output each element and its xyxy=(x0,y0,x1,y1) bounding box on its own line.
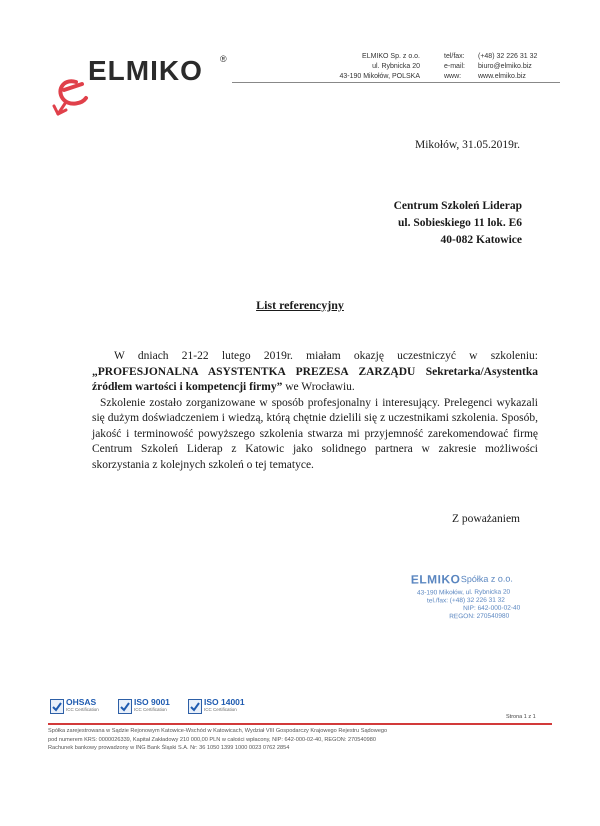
company-street: ul. Rybnicka 20 xyxy=(372,63,420,70)
footer-line-bank: Rachunek bankowy prowadzony w ING Bank Śląski S.A. Nr: 36 1050 1399 1000 0023 0762 2854 xyxy=(48,745,290,751)
check-icon xyxy=(118,699,132,714)
cert-name: ISO 14001 xyxy=(204,697,245,707)
company-city: 43-190 Mikołów, POLSKA xyxy=(339,73,420,80)
company-stamp xyxy=(407,571,540,624)
letter-body xyxy=(92,349,538,473)
paragraph-1 xyxy=(92,349,538,396)
phone-value: (+48) 32 226 31 32 xyxy=(478,53,538,60)
page-number: Strona 1 z 1 xyxy=(506,714,536,720)
contact-labels xyxy=(444,52,474,82)
recipient-street: ul. Sobieskiego 11 lok. E6 xyxy=(398,217,522,229)
cert-issuer: ICC Certification xyxy=(204,707,237,712)
www-value: www.elmiko.biz xyxy=(478,73,526,80)
phone-label: tel/fax: xyxy=(444,53,465,60)
cert-name: OHSAS xyxy=(66,697,97,707)
cert-name: ISO 9001 xyxy=(134,697,170,707)
stamp-nip: NIP: 642-000-02-40 xyxy=(463,604,521,613)
stamp-phone: tel./fax: (+48) 32 226 31 32 xyxy=(426,596,505,605)
stamp-regon: REGON: 270540980 xyxy=(449,612,510,621)
footer-legal xyxy=(48,727,552,753)
cert-ohsas xyxy=(50,697,112,717)
paragraph-1-location: we Wrocławiu. xyxy=(282,381,355,393)
cert-issuer: ICC Certification xyxy=(66,707,99,712)
svg-text:ELMIKO: ELMIKO xyxy=(88,55,203,86)
footer-line-krs: pod numerem KRS: 0000026339, Kapitał Zakładowy 210 000,00 PLN w całości wpłacony, NIP: 642-000-02-40, REGON: 270540980 xyxy=(48,736,376,743)
contact-values xyxy=(478,52,558,82)
company-name: ELMIKO Sp. z o.o. xyxy=(362,53,420,60)
recipient-city: 40-082 Katowice xyxy=(440,234,522,246)
check-icon xyxy=(188,699,202,714)
paragraph-1-intro: W dniach 21-22 lutego 2019r. miałam okazję uczestniczyć w szkoleniu: xyxy=(114,350,538,362)
recipient-name: Centrum Szkoleń Liderap xyxy=(393,200,522,212)
stamp-address: 43-190 Mikołów, ul. Rybnicka 20 xyxy=(416,588,511,597)
footer-divider xyxy=(48,723,552,725)
cert-iso-9001 xyxy=(118,697,180,717)
stamp-brand: ELMIKO xyxy=(410,572,461,587)
closing: Z poważaniem xyxy=(451,513,520,525)
company-logo xyxy=(52,48,242,122)
cert-iso-14001 xyxy=(188,697,258,717)
email-label: e-mail: xyxy=(444,63,466,70)
letter-date: Mikołów, 31.05.2019r. xyxy=(415,139,520,151)
recipient-address xyxy=(394,198,522,249)
paragraph-2: Szkolenie zostało zorganizowane w sposób profesjonalny i interesujący. Prelegenci wykazali się dużym doświadczeniem i wiedzą, którą chętnie dzielili się z uczestnikami szkolenia. Sposób, jakość i terminowość powyższego szkolenia stwarza mi przyjemność zarekomendować firmę Centrum Szkoleń Liderap z Katowic jako solidnego partnera w zakresie możliwości skorzystania z kolejnych szkoleń o tej tematyce. xyxy=(92,396,538,471)
stamp-subtitle: Spółka z o.o. xyxy=(460,573,513,585)
cert-issuer: ICC Certification xyxy=(134,707,167,712)
check-icon xyxy=(50,699,64,714)
footer-line-registration: Spółka zarejestrowana w Sądzie Rejonowym Katowice-Wschód w Katowicach, Wydział VIII Gospodarczy Krajowego Rejestru Sądowego xyxy=(48,728,388,734)
www-label: www: xyxy=(444,73,462,80)
svg-text:®: ® xyxy=(220,54,227,64)
email-value: biuro@elmiko.biz xyxy=(478,63,532,70)
company-address xyxy=(336,52,420,82)
document-title: List referencyjny xyxy=(256,298,344,312)
header-divider xyxy=(232,82,560,83)
training-name: „PROFESJONALNA ASYSTENTKA PREZESA ZARZĄDU Sekretarka/Asystentka źródłem wartości i kompetencji firmy” xyxy=(92,365,538,393)
